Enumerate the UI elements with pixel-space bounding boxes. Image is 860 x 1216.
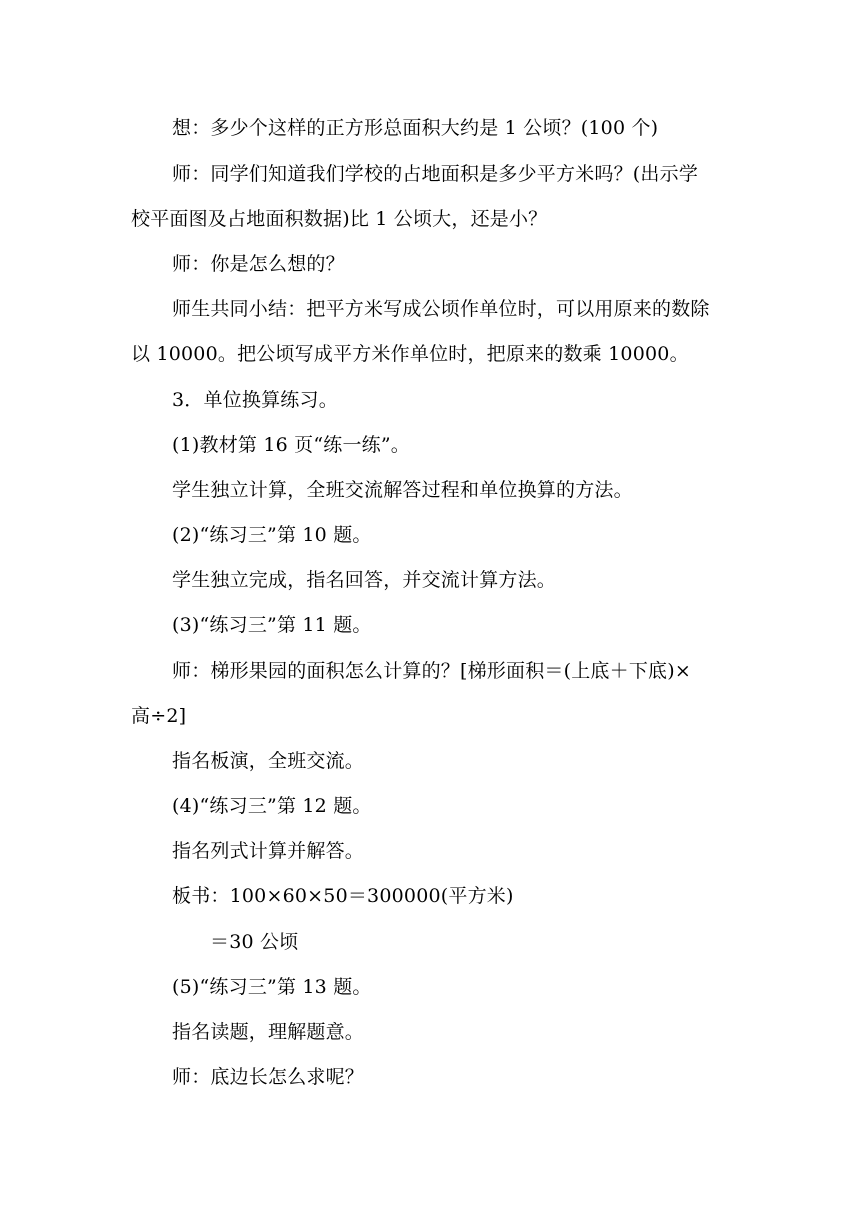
paragraph-teacher-base-length: 师：底边长怎么求呢？ — [172, 1066, 365, 1088]
exercise-item-5: (5)“练习三”第 13 题。 — [172, 976, 372, 998]
paragraph-trapezoid-line1: 师：梯形果园的面积怎么计算的？[梯形面积＝(上底＋下底)× — [172, 660, 691, 682]
exercise-item-2: (2)“练习三”第 10 题。 — [172, 524, 372, 546]
paragraph-teacher-school-area-line1: 师：同学们知道我们学校的占地面积是多少平方米吗？(出示学 — [172, 163, 699, 185]
paragraph-think-squares: 想：多少个这样的正方形总面积大约是 1 公顷？(100 个) — [172, 117, 659, 139]
paragraph-students-compute: 学生独立计算，全班交流解答过程和单位换算的方法。 — [172, 479, 633, 501]
paragraph-teacher-how-think: 师：你是怎么想的？ — [172, 253, 345, 275]
paragraph-read-question: 指名读题，理解题意。 — [172, 1021, 365, 1043]
exercise-item-3: (3)“练习三”第 11 题。 — [172, 614, 372, 636]
paragraph-students-complete: 学生独立完成，指名回答，并交流计算方法。 — [172, 569, 557, 591]
board-writing-equation: 板书：100×60×50＝300000(平方米) — [172, 885, 514, 907]
board-writing-result: ＝30 公顷 — [210, 931, 299, 953]
exercise-item-1: (1)教材第 16 页“练一练”。 — [172, 434, 410, 456]
paragraph-list-formula: 指名列式计算并解答。 — [172, 840, 365, 862]
paragraph-board-demo: 指名板演，全班交流。 — [172, 750, 365, 772]
paragraph-teacher-school-area-line2: 校平面图及占地面积数据)比 1 公顷大，还是小？ — [131, 208, 548, 230]
exercise-item-4: (4)“练习三”第 12 题。 — [172, 795, 372, 817]
paragraph-summary-line1: 师生共同小结：把平方米写成公顷作单位时，可以用原来的数除 — [172, 298, 710, 320]
paragraph-summary-line2: 以 10000。把公顷写成平方米作单位时，把原来的数乘 10000。 — [131, 343, 689, 365]
section-heading-unit-conversion: 3．单位换算练习。 — [172, 389, 338, 411]
paragraph-trapezoid-line2: 高÷2] — [131, 705, 187, 727]
